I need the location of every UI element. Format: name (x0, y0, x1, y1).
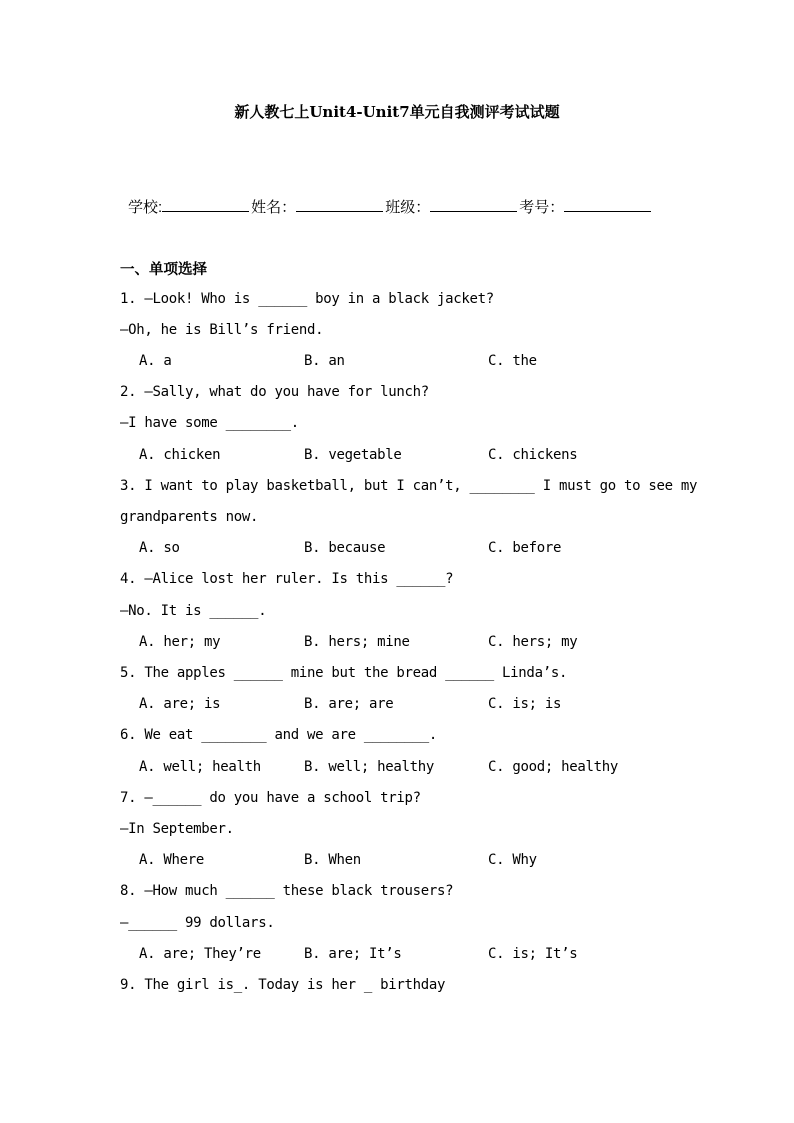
option-b: B. When (304, 852, 361, 868)
question-line: 2. —Sally, what do you have for lunch? (120, 384, 429, 400)
option-b: B. are; are (304, 696, 394, 712)
school-blank (162, 197, 249, 212)
option-b: B. are; It’s (304, 946, 402, 962)
option-c: C. chickens (488, 447, 578, 463)
option-c: C. is; is (488, 696, 562, 712)
option-a: A. Where (139, 852, 205, 868)
option-c: C. before (488, 540, 562, 556)
name-blank (296, 197, 383, 212)
option-c: C. is; It’s (488, 946, 578, 962)
question-line: —I have some ________. (120, 415, 299, 431)
option-a: A. a (139, 353, 172, 369)
option-b: B. hers; mine (304, 634, 410, 650)
question-line: 9. The girl is_. Today is her _ birthday (120, 977, 446, 993)
section-heading: 一、单项选择 (120, 261, 207, 278)
class-blank (430, 197, 517, 212)
question-line: 8. —How much ______ these black trousers? (120, 883, 454, 899)
question-line: grandparents now. (120, 509, 259, 525)
number-blank (564, 197, 651, 212)
school-label: 学校: (128, 199, 163, 216)
option-b: B. vegetable (304, 447, 402, 463)
option-b: B. an (304, 353, 345, 369)
question-line: 4. —Alice lost her ruler. Is this ______? (120, 571, 454, 587)
number-label: 考号： (519, 199, 565, 216)
question-line: —No. It is ______. (120, 603, 267, 619)
name-label: 姓名： (251, 199, 297, 216)
option-b: B. well; healthy (304, 759, 435, 775)
option-a: A. are; is (139, 696, 221, 712)
class-label: 班级： (385, 199, 431, 216)
option-a: A. are; They’re (139, 946, 261, 962)
question-line: —______ 99 dollars. (120, 915, 275, 931)
option-c: C. hers; my (488, 634, 578, 650)
option-a: A. well; health (139, 759, 261, 775)
option-c: C. good; healthy (488, 759, 619, 775)
option-c: C. the (488, 353, 537, 369)
question-line: 1. —Look! Who is ______ boy in a black jacket? (120, 291, 494, 307)
document-title: 新人教七上Unit4-Unit7单元自我测评考试试题 (234, 103, 560, 121)
option-a: A. so (139, 540, 180, 556)
question-line: 5. The apples ______ mine but the bread ______ Linda’s. (120, 665, 568, 681)
option-a: A. her; my (139, 634, 221, 650)
option-a: A. chicken (139, 447, 221, 463)
option-c: C. Why (488, 852, 537, 868)
question-line: 6. We eat ________ and we are ________. (120, 727, 438, 743)
student-info-row (128, 196, 653, 217)
question-line: —Oh, he is Bill’s friend. (120, 322, 324, 338)
question-line: 7. —______ do you have a school trip? (120, 790, 421, 806)
question-line: 3. I want to play basketball, but I can’t, ________ I must go to see my (120, 478, 698, 494)
option-b: B. because (304, 540, 386, 556)
question-line: —In September. (120, 821, 234, 837)
